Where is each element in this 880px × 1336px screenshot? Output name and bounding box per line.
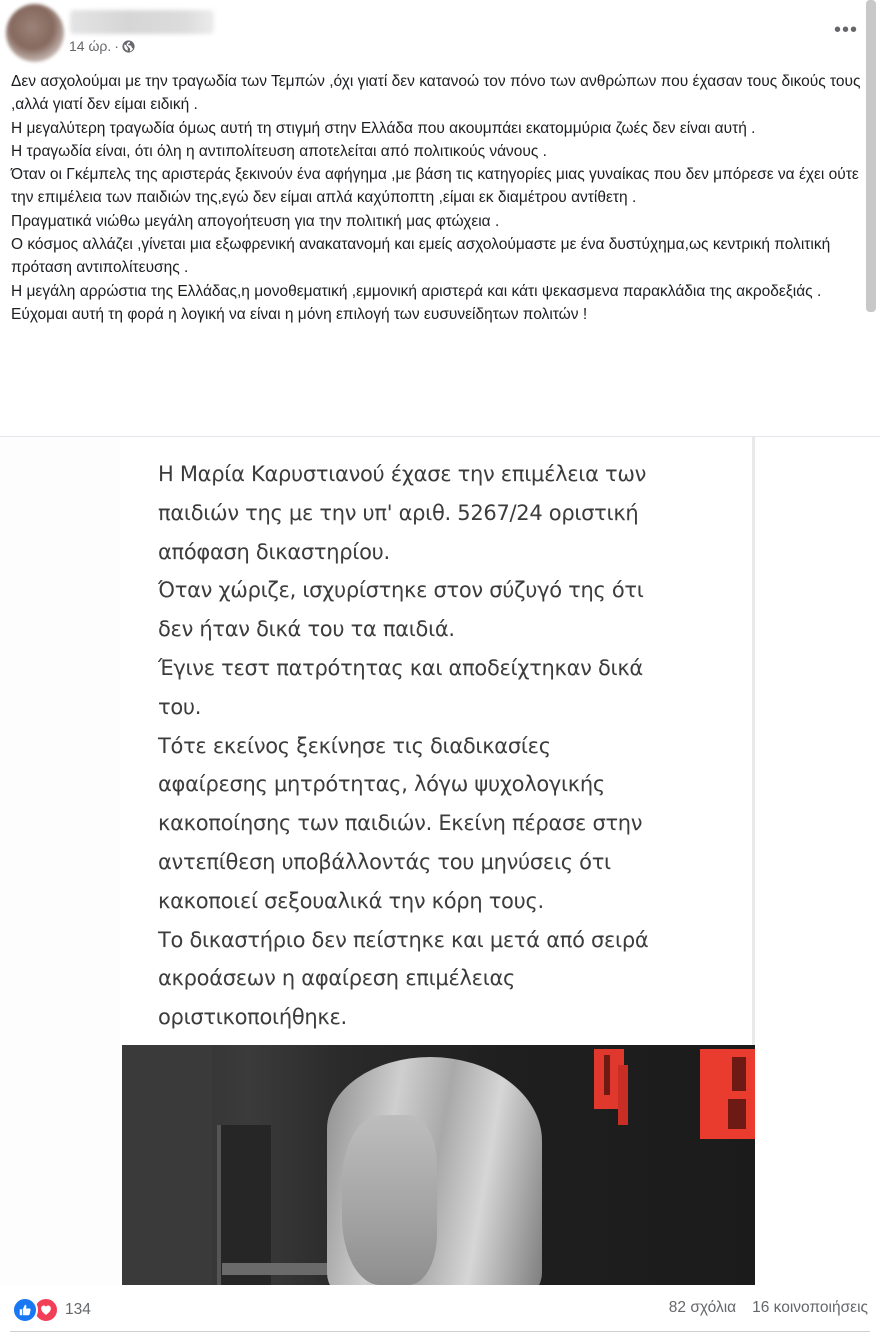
image-text-line: Το δικαστήριο δεν πείστηκε και μετά από σειρά xyxy=(158,927,649,952)
image-text-line: απόφαση δικαστηρίου. xyxy=(158,539,390,564)
image-text-line: αφαίρεσης μητρότητας, λόγω ψυχολογικής xyxy=(158,772,605,797)
post-paragraph: Πραγματικά νιώθω μεγάλη απογοήτευση για την πολιτική μας φτώχεια . xyxy=(11,212,500,230)
meta-separator: · xyxy=(114,38,119,54)
footer-divider xyxy=(10,1331,870,1332)
photo-subject-face xyxy=(342,1115,437,1285)
woman-photo xyxy=(122,1045,755,1285)
image-text-line: δεν ήταν δικά του τα παιδιά. xyxy=(158,617,455,642)
image-text-line: ακροάσεων η αφαίρεση επιμέλειας xyxy=(158,966,516,991)
image-text-line: Τότε εκείνος ξεκίνησε τις διαδικασίες xyxy=(158,733,551,758)
more-options-icon[interactable]: ••• xyxy=(833,19,858,41)
engagement-stats xyxy=(669,1299,868,1317)
post-timestamp[interactable]: 14 ώρ. xyxy=(69,38,112,54)
post-header xyxy=(0,0,880,66)
post-paragraph: Η μεγάλη αρρώστια της Ελλάδας,η μονοθεματική ,εμμονική αριστερά και κάτι ψεκασμενα παρακλάδια της ακροδεξιάς . xyxy=(11,282,822,300)
image-text-line: κακοποίησης των παιδιών. Εκείνη πέρασε στην xyxy=(158,811,643,836)
post-footer xyxy=(0,1286,880,1336)
red-sign-icon xyxy=(700,1049,755,1139)
author-avatar[interactable] xyxy=(6,4,64,62)
post-paragraph: Η μεγαλύτερη τραγωδία όμως αυτή τη στιγμή στην Ελλάδα που ακουμπάει εκατομμύρια ζωές δεν είναι αυτή . xyxy=(11,119,756,137)
post-paragraph: Όταν οι Γκέμπελς της αριστεράς ξεκινούν ένα αφήγημα ,με βάση τις κατηγορίες μιας γυναίκας που δεν μπόρεσε να έχει ούτε την επιμέλεια των παιδιών της,εγώ δεν είμαι απλά καχύποπτη ,είμαι εκ διαμέτρου αντίθετη . xyxy=(11,166,859,207)
image-margin xyxy=(0,437,120,1285)
post-paragraph: Δεν ασχολούμαι με την τραγωδία των Τεμπών ,όχι γιατί δεν κατανοώ τον πόνο των ανθρώπων που έχασαν τους δικούς τους ,αλλά γιατί δεν είμαι ειδική . xyxy=(11,73,861,114)
post-paragraph: Εύχομαι αυτή τη φορά η λογική να είναι η μόνη επιλογή των ευσυνείδητων πολιτών ! xyxy=(11,305,588,323)
comments-count-link[interactable]: 82 σχόλια xyxy=(668,1299,737,1316)
reactions-summary[interactable] xyxy=(12,1297,91,1323)
post-body xyxy=(11,70,861,326)
image-text-line: οριστικοποιήθηκε. xyxy=(158,1005,347,1030)
red-sign-icon xyxy=(618,1065,628,1125)
image-text-line: Όταν χώριζε, ισχυρίστηκε στον σύζυγό της ότι xyxy=(158,578,644,603)
image-text-line: αντεπίθεση υποβάλλοντάς του μηνύσεις ότι xyxy=(158,849,611,874)
image-text-line: παιδιών της με την υπ' αριθ. 5267/24 οριστική xyxy=(158,500,639,525)
image-text-line: Έγινε τεστ πατρότητας και αποδείχτηκαν δικά xyxy=(158,655,643,680)
image-text-line: Η Μαρία Καρυστιανού έχασε την επιμέλεια των xyxy=(158,462,647,486)
author-name-blurred[interactable] xyxy=(70,10,214,34)
image-text-line: του. xyxy=(158,694,202,719)
photo-background-door xyxy=(217,1125,271,1285)
shares-count-link[interactable]: 16 κοινοποιήσεις xyxy=(752,1299,868,1316)
image-text-line: κακοποιεί σεξουαλικά την κόρη τους. xyxy=(158,888,544,913)
image-text-block xyxy=(158,455,748,1037)
post-meta xyxy=(69,38,135,54)
photo-background-panel xyxy=(122,1045,212,1285)
scrollbar[interactable] xyxy=(866,0,876,312)
like-icon[interactable] xyxy=(12,1297,38,1323)
post-paragraph: Ο κόσμος αλλάζει ,γίνεται μια εξωφρενική ανακατανομή και εμείς ασχολούμαστε με ένα δυστύχημα,ως κεντρική πολιτική πρόταση αντιπολίτευσης . xyxy=(11,236,831,277)
globe-icon[interactable] xyxy=(122,40,135,53)
post-paragraph: Η τραγωδία είναι, ότι όλη η αντιπολίτευση αποτελείται από πολιτικούς νάνους . xyxy=(11,142,547,160)
reaction-count[interactable]: 134 xyxy=(65,1301,91,1318)
